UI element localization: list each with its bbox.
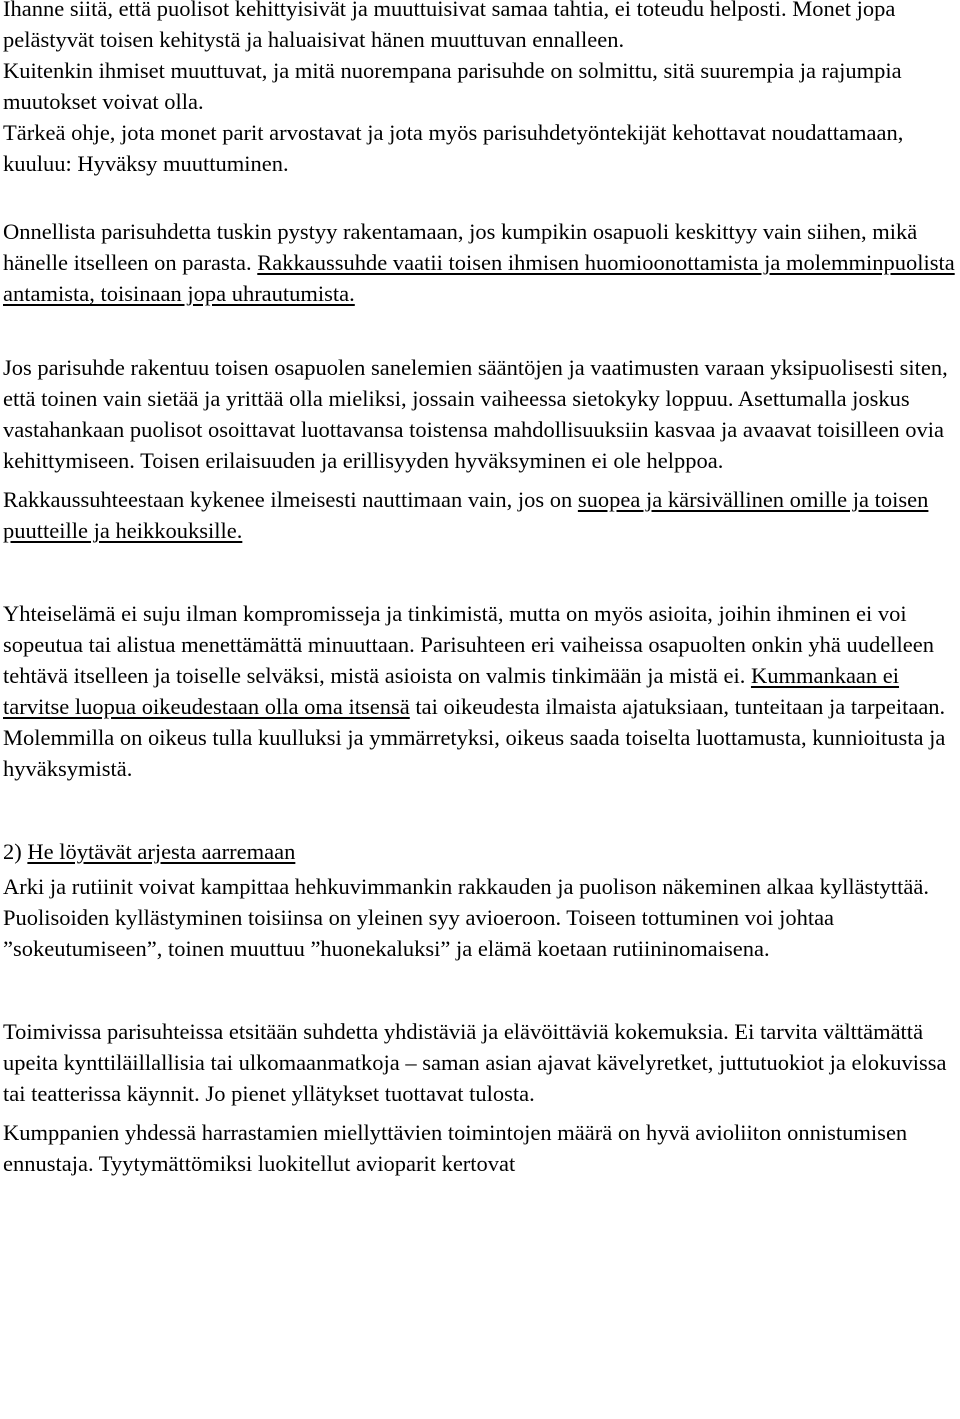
paragraph-text: Onnellista parisuhdetta tuskin pystyy rakentamaan, jos kumpikin osapuoli keskittyy vain siihen, mikä hänelle itselleen on parasta. — [3, 219, 918, 275]
underlined-text-love-requires: Rakkaussuhde vaatii toisen ihmisen huomioonottamista ja molemminpuolista antamista, toisinaan jopa uhrautumista. — [3, 250, 955, 306]
paragraph-compromise — [3, 598, 955, 784]
document-body — [3, 0, 955, 1179]
paragraph-text: tai oikeudesta ilmaista ajatuksiaan, tunteitaan ja tarpeitaan. Molemmilla on oikeus tulla kuulluksi ja ymmärretyksi, oikeus saada toiselta luottamusta, kunnioitusta ja hyväksymistä. — [3, 694, 946, 781]
section-heading — [3, 836, 955, 867]
paragraph-ideal-development: Ihanne siitä, että puolisot kehittyisivät ja muuttuisivat samaa tahtia, ei toteudu helposti. Monet jopa pelästyvät toisen kehitystä ja haluaisivat hänen muuttuvan ennalleen. — [3, 0, 896, 52]
paragraph-accept-change: Tärkeä ohje, jota monet parit arvostavat ja jota myös parisuhdetyöntekijät kehottavat noudattamaan, kuuluu: Hyväksy muuttuminen. — [3, 120, 904, 176]
paragraph-everyday-routines: Arki ja rutiinit voivat kampittaa hehkuvimmankin rakkauden ja puolison näkeminen alkaa kyllästyttää. Puolisoiden kyllästyminen toisiinsa on yleinen syy avioeroon. Toiseen tottuminen voi johtaa ”sokeutumiseen”, toinen muuttuu ”huonekaluksi” ja elämä koetaan rutiininomaisena. — [3, 874, 930, 961]
paragraph-text: Yhteiselämä ei suju ilman kompromisseja ja tinkimistä, mutta on myös asioita, joihin ihminen ei voi sopeutua tai alistua menettämättä minuuttaan. Parisuhteen eri vaiheissa osapuolten onkin yhä uudelleen tehtävä itselleen ja toiselle selväksi, mistä asioista on valmis tinkimään ja mistä ei. — [3, 601, 934, 688]
section-title: He löytävät arjesta aarremaan — [27, 839, 296, 864]
underlined-text-be-yourself: Kummankaan ei tarvitse luopua oikeudestaan olla oma itsensä — [3, 663, 900, 719]
paragraph-text: Rakkaussuhteestaan kykenee ilmeisesti nauttimaan vain, jos on — [3, 487, 578, 512]
section-number: 2) — [3, 839, 28, 864]
paragraph-shared-hobbies: Kumppanien yhdessä harrastamien miellyttävien toimintojen määrä on hyvä avioliiton onnistumisen ennustaja. Tyytymättömiksi luokitellut avioparit kertovat — [3, 1120, 908, 1176]
paragraph-one-sided-rules: Jos parisuhde rakentuu toisen osapuolen sanelemien sääntöjen ja vaatimusten varaan yksipuolisesti siten, että toinen vain sietää ja yrittää olla mieliksi, jossain vaiheessa sietokyky loppuu. Asettumalla joskus vastahankaan puolisot osoittavat luottavansa toistensa mahdollisuuksiin kasvaa ja avaavat toisilleen ovia kehittymiseen. Toisen erilaisuuden ja erillisyyden hyväksyminen ei ole helppoa. — [3, 355, 948, 473]
underlined-text-patience: suopea ja kärsivällinen omille ja toisen puutteille ja heikkouksille. — [3, 487, 929, 543]
paragraph-people-change: Kuitenkin ihmiset muuttuvat, ja mitä nuorempana parisuhde on solmittu, sitä suurempia ja rajumpia muutokset voivat olla. — [3, 58, 902, 114]
paragraph-patience — [3, 484, 955, 546]
paragraph-shared-experiences: Toimivissa parisuhteissa etsitään suhdetta yhdistäviä ja elävöittäviä kokemuksia. Ei tarvita välttämättä upeita kynttiläillallisia tai ulkomaanmatkoja – saman asian ajavat kävelyretket, juttutuokiot ja elokuvissa tai teatterissa käynnit. Jo pienet yllätykset tuottavat tulosta. — [3, 1019, 947, 1106]
paragraph-happy-relationship — [3, 216, 955, 309]
